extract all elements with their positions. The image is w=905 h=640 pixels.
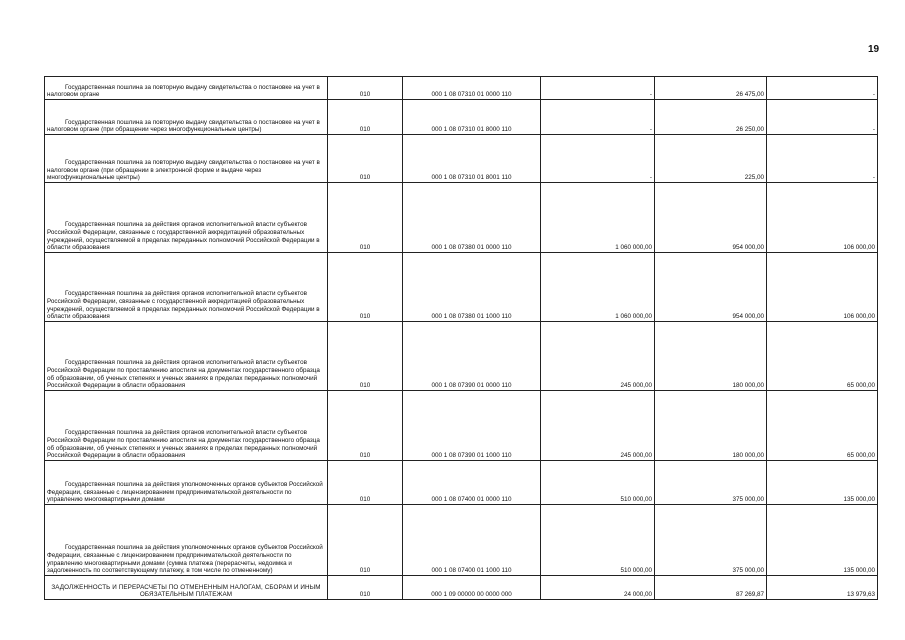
row-rest: 13 979,63 [767, 576, 878, 600]
row-name: Государственная пошлина за действия органов исполнительной власти субъектов Российской Федерации, связанные с государственной аккредитацией образовательных учреждений, осуществляемой в пределах переданных полномочий Российской Федерации в области образования [45, 253, 328, 322]
row-rest: - [767, 77, 878, 100]
row-rest: - [767, 100, 878, 135]
row-line-code: 010 [328, 322, 403, 391]
row-fact: 26 475,00 [655, 77, 767, 100]
table-row [45, 77, 878, 100]
table-row [45, 135, 878, 183]
row-line-code: 010 [328, 100, 403, 135]
row-line-code: 010 [328, 77, 403, 100]
row-budget-code: 000 1 08 07390 01 1000 110 [403, 391, 541, 461]
row-name: ЗАДОЛЖЕННОСТЬ И ПЕРЕРАСЧЕТЫ ПО ОТМЕНЕННЫМ НАЛОГАМ, СБОРАМ И ИНЫМ ОБЯЗАТЕЛЬНЫМ ПЛАТЕЖАМ [45, 576, 328, 600]
row-budget-code: 000 1 08 07310 01 8001 110 [403, 135, 541, 183]
row-fact: 87 269,87 [655, 576, 767, 600]
row-plan: - [541, 135, 655, 183]
table-row-total [45, 576, 878, 600]
table-row [45, 183, 878, 253]
table-row [45, 391, 878, 461]
row-rest: 106 000,00 [767, 183, 878, 253]
row-name: Государственная пошлина за действия органов исполнительной власти субъектов Российской Федерации по проставлению апостиля на документах государственного образца об образовании, об ученых степенях и ученых званиях в пределах переданных полномочий Российской Федерации в области образования [45, 322, 328, 391]
row-plan: 510 000,00 [541, 461, 655, 505]
row-plan: - [541, 100, 655, 135]
row-plan: - [541, 77, 655, 100]
page-number: 19 [868, 44, 880, 55]
row-fact: 180 000,00 [655, 322, 767, 391]
row-budget-code: 000 1 08 07390 01 0000 110 [403, 322, 541, 391]
row-budget-code: 000 1 08 07400 01 1000 110 [403, 505, 541, 576]
row-budget-code: 000 1 08 07380 01 0000 110 [403, 183, 541, 253]
row-name: Государственная пошлина за повторную выдачу свидетельства о постановке на учет в налоговом органе [45, 77, 328, 100]
row-rest: 135 000,00 [767, 505, 878, 576]
row-plan: 1 060 000,00 [541, 183, 655, 253]
row-plan: 245 000,00 [541, 391, 655, 461]
row-fact: 375 000,00 [655, 505, 767, 576]
row-fact: 26 250,00 [655, 100, 767, 135]
table-row [45, 505, 878, 576]
row-fact: 375 000,00 [655, 461, 767, 505]
row-rest: 65 000,00 [767, 322, 878, 391]
row-name: Государственная пошлина за действия уполномоченных органов субъектов Российской Федерации, связанные с лицензированием предпринимательской деятельности по управлению многоквартирными домами [45, 461, 328, 505]
row-name: Государственная пошлина за действия органов исполнительной власти субъектов Российской Федерации по проставлению апостиля на документах государственного образца об образовании, об ученых степенях и ученых званиях в пределах переданных полномочий Российской Федерации в области образования [45, 391, 328, 461]
row-budget-code: 000 1 08 07380 01 1000 110 [403, 253, 541, 322]
row-plan: 510 000,00 [541, 505, 655, 576]
row-line-code: 010 [328, 135, 403, 183]
row-fact: 225,00 [655, 135, 767, 183]
row-name: Государственная пошлина за повторную выдачу свидетельства о постановке на учет в налоговом органе (при обращении в электронной форме и выдаче через многофункциональные центры) [45, 135, 328, 183]
row-rest: - [767, 135, 878, 183]
row-line-code: 010 [328, 253, 403, 322]
row-plan: 1 060 000,00 [541, 253, 655, 322]
row-line-code: 010 [328, 505, 403, 576]
row-fact: 954 000,00 [655, 183, 767, 253]
row-fact: 954 000,00 [655, 253, 767, 322]
budget-report-table [44, 76, 878, 600]
row-budget-code: 000 1 08 07310 01 0000 110 [403, 77, 541, 100]
table-row [45, 100, 878, 135]
table-row [45, 322, 878, 391]
row-rest: 135 000,00 [767, 461, 878, 505]
row-line-code: 010 [328, 183, 403, 253]
row-name: Государственная пошлина за повторную выдачу свидетельства о постановке на учет в налоговом органе (при обращении через многофункциональные центры) [45, 100, 328, 135]
row-plan: 24 000,00 [541, 576, 655, 600]
table-row [45, 253, 878, 322]
row-name: Государственная пошлина за действия органов исполнительной власти субъектов Российской Федерации, связанные с государственной аккредитацией образовательных учреждений, осуществляемой в пределах переданных полномочий Российской Федерации в области образования [45, 183, 328, 253]
row-rest: 65 000,00 [767, 391, 878, 461]
row-budget-code: 000 1 08 07310 01 8000 110 [403, 100, 541, 135]
row-line-code: 010 [328, 391, 403, 461]
row-plan: 245 000,00 [541, 322, 655, 391]
row-name: Государственная пошлина за действия уполномоченных органов субъектов Российской Федерации, связанные с лицензированием предпринимательской деятельности по управлению многоквартирными домами (сумма платежа (перерасчеты, недоимка и задолженность по соответствующему платежу, в том числе по отмененному) [45, 505, 328, 576]
row-fact: 180 000,00 [655, 391, 767, 461]
row-budget-code: 000 1 09 00000 00 0000 000 [403, 576, 541, 600]
row-budget-code: 000 1 08 07400 01 0000 110 [403, 461, 541, 505]
row-line-code: 010 [328, 576, 403, 600]
row-rest: 106 000,00 [767, 253, 878, 322]
row-line-code: 010 [328, 461, 403, 505]
table-row [45, 461, 878, 505]
